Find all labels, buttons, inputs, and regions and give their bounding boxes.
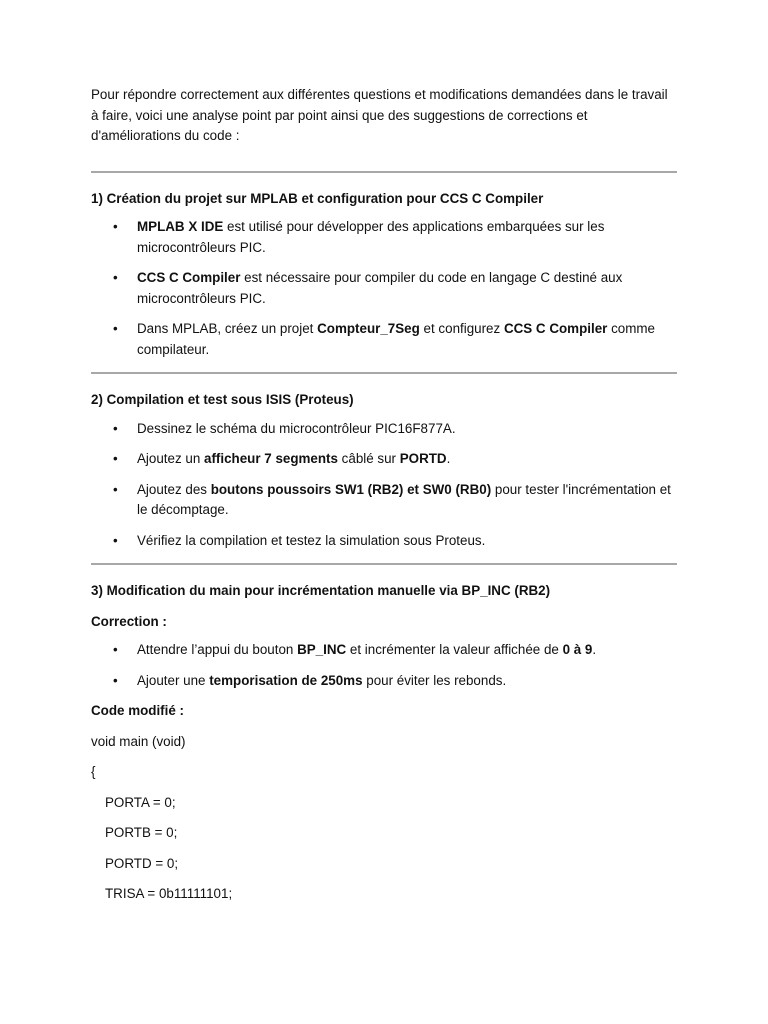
correction-label: Correction :	[91, 613, 167, 629]
bold-term: Compteur_7Seg	[317, 321, 420, 336]
bold-term: afficheur 7 segments	[204, 451, 338, 466]
bullet-icon: •	[113, 420, 118, 436]
bullet-icon: •	[113, 270, 118, 285]
code-line: PORTB = 0;	[105, 825, 178, 840]
list-text: Ajouter une	[137, 672, 210, 688]
bullet-icon: •	[113, 451, 118, 466]
list-text: pour tester l'incrémentation et le décomptage.	[137, 481, 671, 517]
list-text: est nécessaire pour compiler du code en langage C destiné aux microcontrôleurs PIC.	[137, 270, 623, 306]
section-1-list	[91, 217, 677, 360]
bullet-icon: •	[113, 672, 118, 688]
bullet-icon: •	[113, 642, 118, 657]
list-text: .	[446, 451, 451, 466]
divider-3	[91, 563, 677, 565]
list-item	[91, 217, 677, 258]
list-item	[91, 268, 677, 309]
list-item	[91, 449, 677, 470]
list-text: et configurez	[419, 321, 504, 336]
bullet-icon: •	[113, 321, 118, 336]
list-text: Vérifiez la compilation et testez la simulation sous Proteus.	[137, 532, 486, 548]
list-text: câblé sur	[337, 451, 400, 466]
list-text: Dessinez le schéma du microcontrôleur PIC16F877A.	[137, 420, 456, 436]
list-text: comme compilateur.	[137, 321, 655, 357]
bullet-icon: •	[113, 481, 118, 497]
bullet-icon: •	[113, 219, 118, 234]
code-line: PORTD = 0;	[105, 855, 179, 871]
list-item	[91, 319, 677, 360]
section-3-title: 3) Modification du main pour incrémentation manuelle via BP_INC (RB2)	[91, 583, 551, 598]
list-item	[91, 480, 677, 521]
bold-term: CCS C Compiler	[503, 321, 608, 336]
intro-paragraph: Pour répondre correctement aux différentes questions et modifications demandées dans le travail à faire, voici une analyse point par point ainsi que des suggestions de corrections et d'améliorations du code :	[91, 87, 668, 143]
divider-1	[91, 171, 677, 173]
section-3-list	[91, 640, 677, 691]
bold-term: temporisation de 250ms	[209, 672, 363, 688]
code-label: Code modifié :	[91, 703, 184, 718]
list-text: Ajoutez un	[137, 451, 204, 466]
list-text: Attendre l’appui du bouton	[137, 642, 298, 657]
bold-term: 0 à 9	[562, 642, 593, 657]
list-item	[91, 531, 677, 552]
code-line: TRISA = 0b11111101;	[105, 886, 233, 901]
list-text: et incrémenter la valeur affichée de	[346, 642, 563, 657]
bold-term: BP_INC	[297, 642, 347, 657]
list-text: est utilisé pour développer des applications embarquées sur les microcontrôleurs PIC.	[137, 219, 605, 255]
code-line: {	[91, 764, 96, 779]
section-2-title: 2) Compilation et test sous ISIS (Proteus)	[91, 392, 354, 407]
bold-term: CCS C Compiler	[137, 270, 241, 285]
divider-2	[91, 372, 677, 374]
list-item	[91, 419, 677, 440]
list-item	[91, 671, 677, 692]
bold-term: PORTD	[399, 451, 447, 466]
code-line: PORTA = 0;	[105, 794, 176, 810]
bullet-icon: •	[113, 532, 118, 548]
section-2-list	[91, 419, 677, 552]
list-text: pour éviter les rebonds.	[362, 672, 507, 688]
list-text: Ajoutez des	[137, 481, 211, 497]
bold-term: MPLAB X IDE	[137, 219, 224, 234]
section-1-title: 1) Création du projet sur MPLAB et configuration pour CCS C Compiler	[91, 190, 544, 206]
list-item	[91, 640, 677, 661]
code-line: void main (void)	[91, 733, 186, 749]
list-text: Dans MPLAB, créez un projet	[137, 321, 318, 336]
bold-term: boutons poussoirs SW1 (RB2) et SW0 (RB0)	[210, 481, 492, 497]
list-text: .	[592, 642, 597, 657]
